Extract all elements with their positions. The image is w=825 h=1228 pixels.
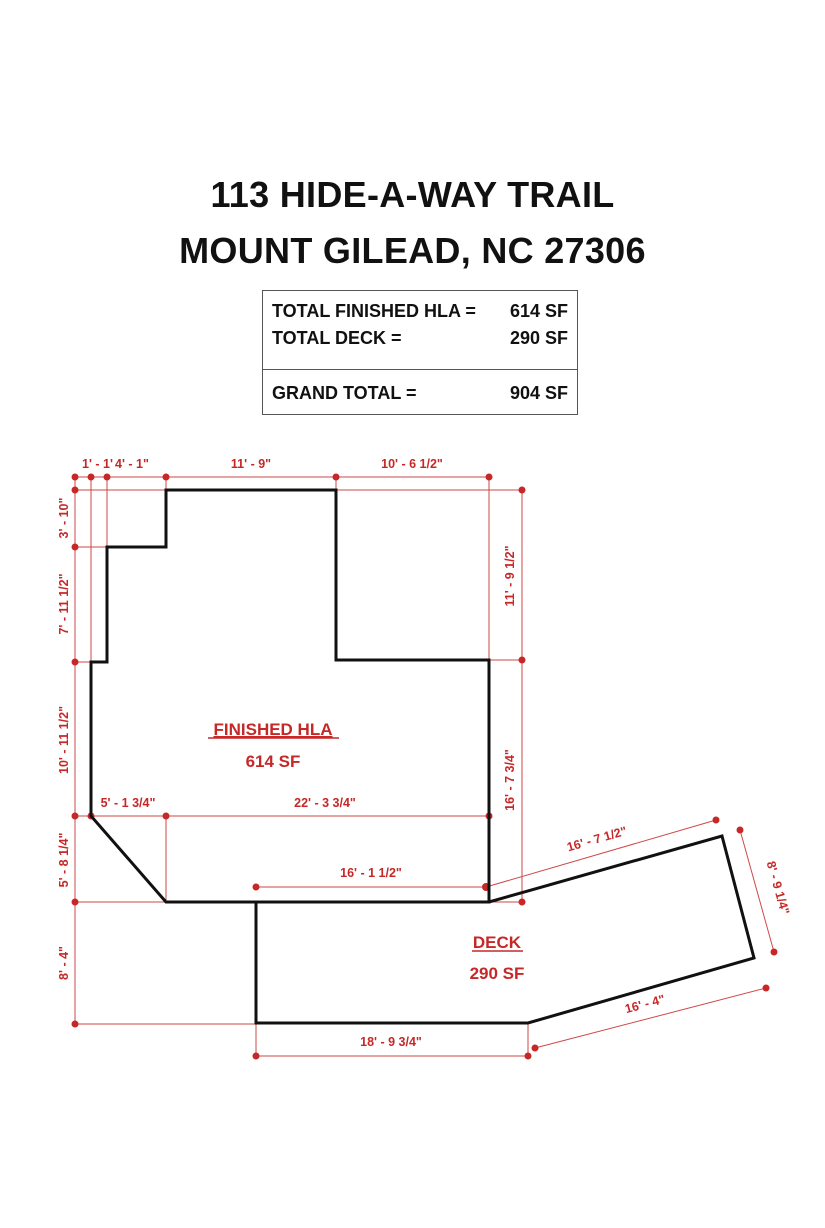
dimension-markers bbox=[72, 474, 778, 1060]
deck-label: TOTAL DECK = bbox=[272, 328, 402, 348]
dim-top-a: 1' - 1' bbox=[82, 457, 113, 471]
dim-inner-c: 16' - 1 1/2" bbox=[340, 866, 402, 880]
deck-outline bbox=[256, 836, 754, 1023]
dim-left-a: 3' - 10" bbox=[57, 497, 71, 539]
dim-inner-a: 5' - 1 3/4" bbox=[100, 796, 156, 810]
dim-left-d: 5' - 8 1/4" bbox=[57, 832, 71, 888]
dim-inner-b: 22' - 3 3/4" bbox=[294, 796, 356, 810]
dim-left-e: 8' - 4" bbox=[57, 946, 71, 980]
address-line-1: 113 HIDE-A-WAY TRAIL bbox=[210, 174, 615, 215]
deck-area-value: 290 SF bbox=[469, 964, 525, 983]
deck-area-label: DECK bbox=[472, 933, 522, 952]
dim-right-a: 11' - 9 1/2" bbox=[503, 545, 517, 607]
dim-top-d: 10' - 6 1/2" bbox=[381, 457, 443, 471]
hla-area-label: FINISHED HLA bbox=[213, 720, 333, 739]
deck-value: 290 SF bbox=[509, 328, 568, 348]
dim-right-b: 16' - 7 3/4" bbox=[503, 749, 517, 811]
grand-total-label: GRAND TOTAL = bbox=[272, 383, 417, 403]
dim-top-b: 4' - 1" bbox=[115, 457, 149, 471]
finished-value: 614 SF bbox=[509, 301, 568, 321]
grand-total-value: 904 SF bbox=[509, 383, 568, 403]
dim-deck-bottom-diag: 16' - 4" bbox=[623, 992, 667, 1017]
hla-area-value: 614 SF bbox=[245, 752, 301, 771]
dimension-lines bbox=[75, 477, 774, 1056]
finished-hla-outline bbox=[91, 490, 489, 902]
dim-deck-right: 8' - 9 1/4" bbox=[763, 859, 793, 917]
dim-left-c: 10' - 11 1/2" bbox=[57, 706, 71, 774]
dim-left-b: 7' - 11 1/2" bbox=[57, 573, 71, 635]
dim-top-c: 11' - 9" bbox=[230, 457, 272, 471]
dim-deck-bottom: 18' - 9 3/4" bbox=[360, 1035, 422, 1049]
dim-deck-top: 16' - 7 1/2" bbox=[565, 823, 629, 855]
address-line-2: MOUNT GILEAD, NC 27306 bbox=[179, 230, 646, 271]
finished-label: TOTAL FINISHED HLA = bbox=[272, 301, 476, 321]
